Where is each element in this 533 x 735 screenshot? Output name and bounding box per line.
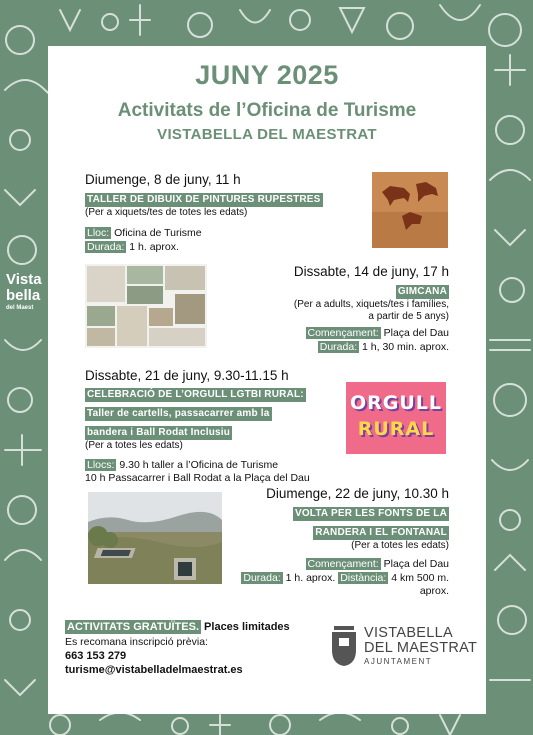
coat-of-arms-icon <box>330 624 358 668</box>
poster-card <box>48 46 486 714</box>
event-4-name-1: VOLTA PER LES FONTS DE LA <box>294 508 447 519</box>
event-4 <box>228 486 449 598</box>
event-2-detail-duration: Durada: 1 h, 30 min. aprox. <box>319 341 449 353</box>
event-2-date: Dissabte, 14 de juny, 17 h <box>293 264 449 279</box>
event-4-name-2: RANDERA I EL FONTANAL <box>315 527 447 538</box>
orgull-rural-badge <box>346 382 446 454</box>
footer-free-line: ACTIVITATS GRATUÏTES. Places limitades <box>67 621 290 633</box>
logo-line-3: AJUNTAMENT <box>364 657 433 666</box>
event-2-name: GIMCANA <box>397 286 447 297</box>
event-1 <box>85 172 355 254</box>
event-3-detail-extra: 10 h Passacarrer i Ball Rodat a la Plaça del Dau <box>85 472 310 484</box>
event-1-detail-duration: Durada: 1 h. aprox. <box>87 241 179 253</box>
event-3-name-3: bandera i Ball Rodat Inclusiu <box>87 427 231 438</box>
landscape-fountain-image <box>88 492 222 584</box>
landscape-art <box>88 492 222 584</box>
event-4-detail-start: Començament: Plaça del Dau <box>307 558 449 570</box>
event-3-date: Dissabte, 21 de juny, 9.30-11.15 h <box>85 368 289 383</box>
badge-line-2: RURAL <box>357 418 435 440</box>
side-logo <box>6 272 42 312</box>
badge-line-1: ORGULL <box>349 392 443 414</box>
event-2-audience-2: a partir de 5 anys) <box>368 311 449 322</box>
cave-painting-art <box>372 172 448 248</box>
free-activities-tag: ACTIVITATS GRATUÏTES. <box>67 621 199 633</box>
side-logo-line1: Vista <box>6 271 42 288</box>
side-logo-line3: del Maest <box>6 305 34 311</box>
gimcana-collage-art <box>85 264 207 348</box>
event-4-audience: (Per a totes les edats) <box>351 540 449 551</box>
page-location: VISTABELLA DEL MAESTRAT <box>157 126 377 143</box>
event-3 <box>85 368 385 485</box>
event-2 <box>218 264 449 354</box>
gimcana-collage-image <box>85 264 207 348</box>
footer-info <box>65 620 345 676</box>
event-4-detail-extra: aprox. <box>419 585 449 597</box>
footer-email[interactable]: turisme@vistabelladelmaestrat.es <box>65 664 243 676</box>
event-2-audience: (Per a adults, xiquets/tes i famílies, <box>293 299 449 310</box>
event-1-audience: (Per a xiquets/tes de totes les edats) <box>85 207 248 218</box>
side-logo-line2: bella <box>6 287 41 304</box>
logo-line-2: DEL MAESTRAT <box>364 640 478 656</box>
cave-painting-image <box>372 172 448 248</box>
event-3-name-1: CELEBRACIÓ DE L’ORGULL LGTBI RURAL: <box>87 389 304 400</box>
event-1-detail-place: Lloc: Oficina de Turisme <box>87 227 202 239</box>
footer-recommend: Es recomana inscripció prèvia: <box>65 636 208 648</box>
event-4-detail-duration-distance: Durada: 1 h. aprox. Distància: 4 km 500 m. <box>243 572 449 584</box>
page-title: JUNY 2025 <box>195 60 339 90</box>
municipality-logo <box>330 624 480 670</box>
event-3-detail-places: Llocs: 9.30 h taller a l’Oficina de Turisme <box>87 459 279 471</box>
page-subtitle: Activitats de l’Oficina de Turisme <box>117 100 417 121</box>
event-3-audience: (Per a totes les edats) <box>85 440 183 451</box>
event-1-date: Diumenge, 8 de juny, 11 h <box>85 172 241 187</box>
event-4-date: Diumenge, 22 de juny, 10.30 h <box>266 486 449 501</box>
event-3-name-2: Taller de cartells, passacarrer amb la <box>87 408 270 419</box>
event-2-detail-start: Començament: Plaça del Dau <box>307 327 449 339</box>
logo-line-1: VISTABELLA <box>364 625 453 641</box>
footer-phone[interactable]: 663 153 279 <box>65 650 127 662</box>
event-1-name: TALLER DE DIBUIX DE PINTURES RUPESTRES <box>87 194 321 205</box>
